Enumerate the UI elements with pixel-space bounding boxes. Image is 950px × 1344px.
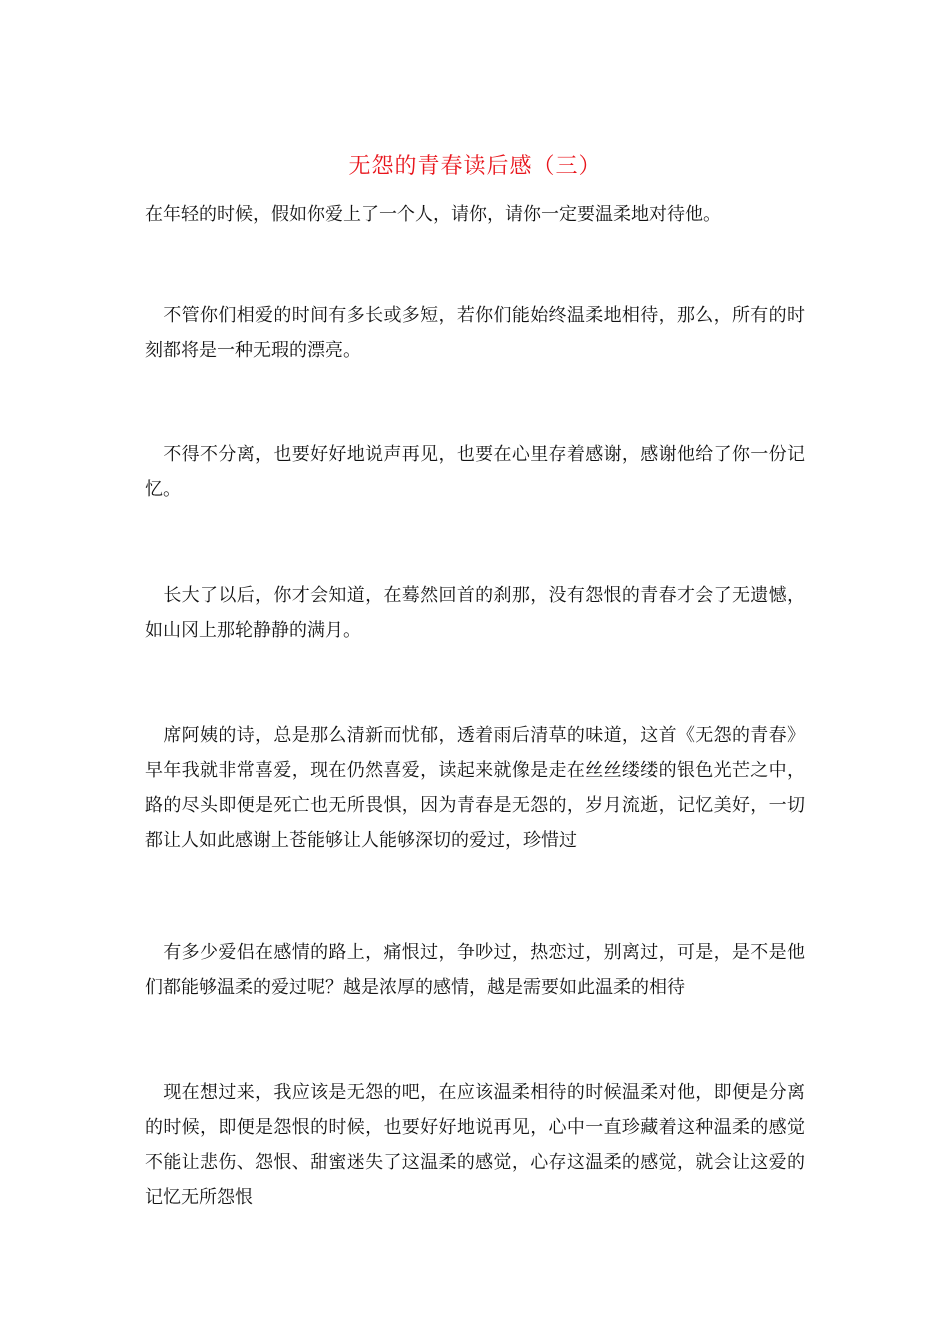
paragraph-2: 不管你们相爱的时间有多长或多短，若你们能始终温柔地相待，那么，所有的时刻都将是一种无瑕的漂亮。	[145, 305, 805, 361]
paragraph-6: 有多少爱侣在感情的路上，痛恨过，争吵过，热恋过，别离过，可是，是不是他们都能够温柔的爱过呢？越是浓厚的感情，越是需要如此温柔的相待	[145, 942, 805, 998]
paragraph-4: 长大了以后，你才会知道，在蓦然回首的刹那，没有怨恨的青春才会了无遗憾，如山冈上那轮静静的满月。	[145, 585, 805, 641]
paragraph-3: 不得不分离，也要好好地说声再见，也要在心里存着感谢，感谢他给了你一份记忆。	[145, 444, 805, 500]
paragraph-1: 在年轻的时候，假如你爱上了一个人，请你，请你一定要温柔地对待他。	[145, 204, 721, 225]
paragraph-5: 席阿姨的诗，总是那么清新而忧郁，透着雨后清草的味道，这首《无怨的青春》早年我就非常喜爱，现在仍然喜爱，读起来就像是走在丝丝缕缕的银色光芒之中，路的尽头即便是死亡也无所畏惧，因为青春是无怨的，岁月流逝，记忆美好，一切都让人如此感谢上苍能够让人能够深切的爱过，珍惜过	[145, 725, 805, 851]
document-title: 无怨的青春读后感（三）	[348, 154, 602, 179]
paragraph-7: 现在想过来，我应该是无怨的吧，在应该温柔相待的时候温柔对他，即便是分离的时候，即便是怨恨的时候，也要好好地说再见，心中一直珍藏着这种温柔的感觉 不能让悲伤、怨恨、甜蜜迷失了这温柔的感觉，心存这温柔的感觉，就会让这爱的记忆无所怨恨	[145, 1082, 805, 1208]
